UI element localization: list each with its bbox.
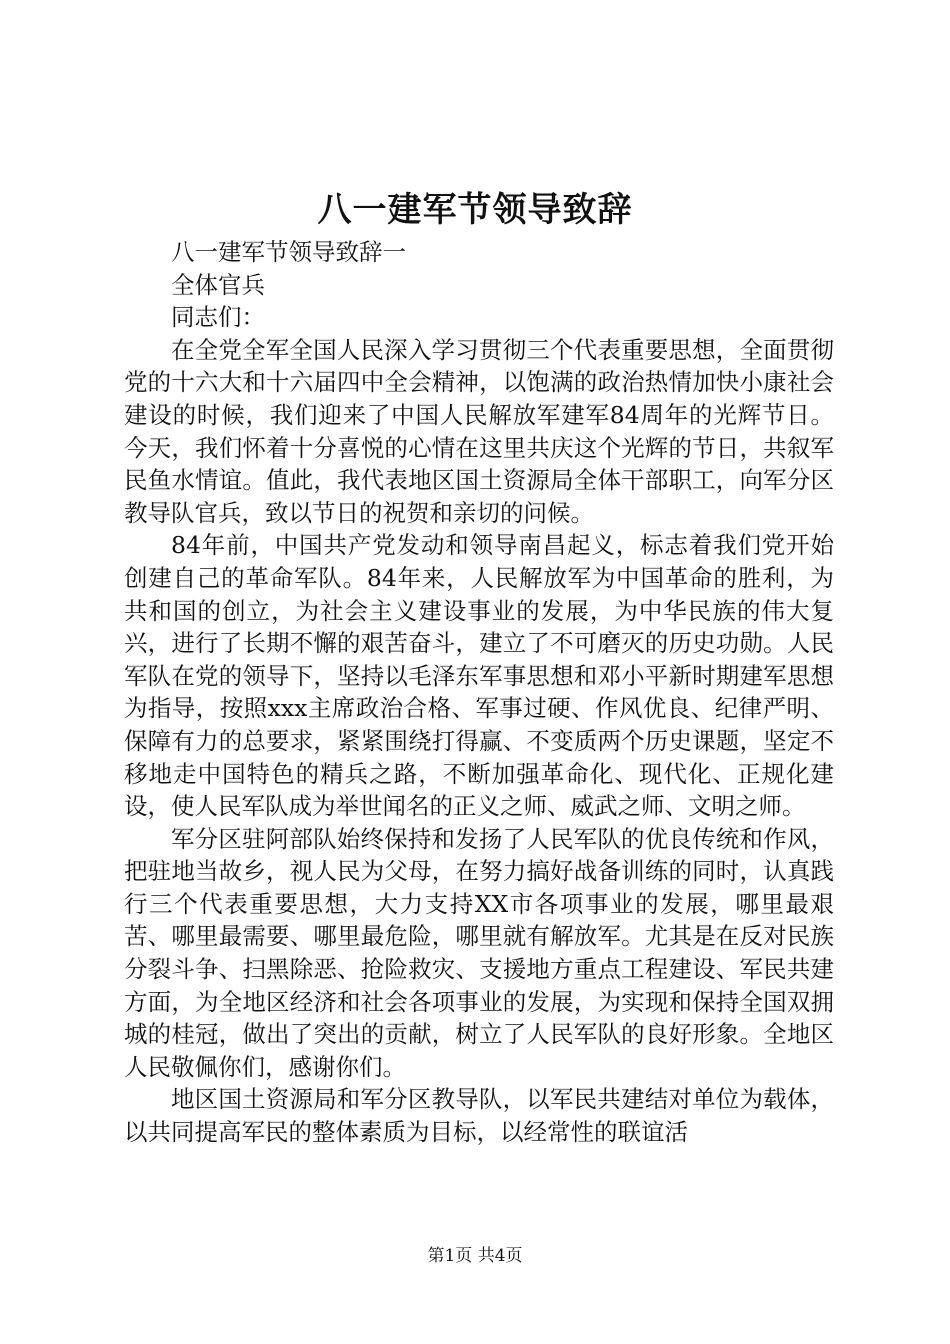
- page-footer: 第1页 共4页: [427, 1246, 523, 1266]
- body-paragraph: 军分区驻阿部队始终保持和发扬了人民军队的优良传统和作风，把驻地当故乡，视人民为父母，在努力搞好战备训练的同时，认真践行三个代表重要思想，大力支持XX市各项事业的发展，哪里最艰苦、哪里最需要、哪里最危险，哪里就有解放军。尤其是在反对民族分裂斗争、扫黑除恶、抢险救灾、支援地方重点工程建设、军民共建方面，为全地区经济和社会各项事业的发展，为实现和保持全国双拥城的桂冠，做出了突出的贡献，树立了人民军队的良好形象。全地区人民敬佩你们，感谢你们。: [124, 824, 834, 1081]
- document-title: 八一建军节领导致辞: [317, 190, 633, 230]
- body-paragraph: 84年前，中国共产党发动和领导南昌起义，标志着我们党开始创建自己的革命军队。84年来，人民解放军为中国革命的胜利，为共和国的创立，为社会主义建设事业的发展，为中华民族的伟大复兴，进行了长期不懈的艰苦奋斗，建立了不可磨灭的历史功勋。人民军队在党的领导下，坚持以毛泽东军事思想和邓小平新时期建军思想为指导，按照xxx主席政治合格、军事过硬、作风优良、纪律严明、保障有力的总要求，紧紧围绕打得赢、不变质两个历史课题，坚定不移地走中国特色的精兵之路，不断加强革命化、现代化、正规化建设，使人民军队成为举世闻名的正义之师、威武之师、文明之师。: [124, 531, 834, 821]
- subtitle-line: 八一建军节领导致辞一: [171, 238, 406, 266]
- body-paragraph: 在全党全军全国人民深入学习贯彻三个代表重要思想，全面贯彻党的十六大和十六届四中全会精神，以饱满的政治热情加快小康社会建设的时候，我们迎来了中国人民解放军建军84周年的光辉节日。今天，我们怀着十分喜悦的心情在这里共庆这个光辉的节日，共叙军民鱼水情谊。值此，我代表地区国土资源局全体干部职工，向军分区教导队官兵，致以节日的祝贺和亲切的问候。: [124, 335, 834, 527]
- body-paragraph: 地区国土资源局和军分区教导队，以军民共建结对单位为载体，以共同提高军民的整体素质为目标，以经常性的联谊活: [124, 1085, 834, 1147]
- salutation-line: 全体官兵: [171, 270, 265, 299]
- document-body: [124, 236, 834, 1149]
- salutation-line: 同志们：: [171, 303, 265, 332]
